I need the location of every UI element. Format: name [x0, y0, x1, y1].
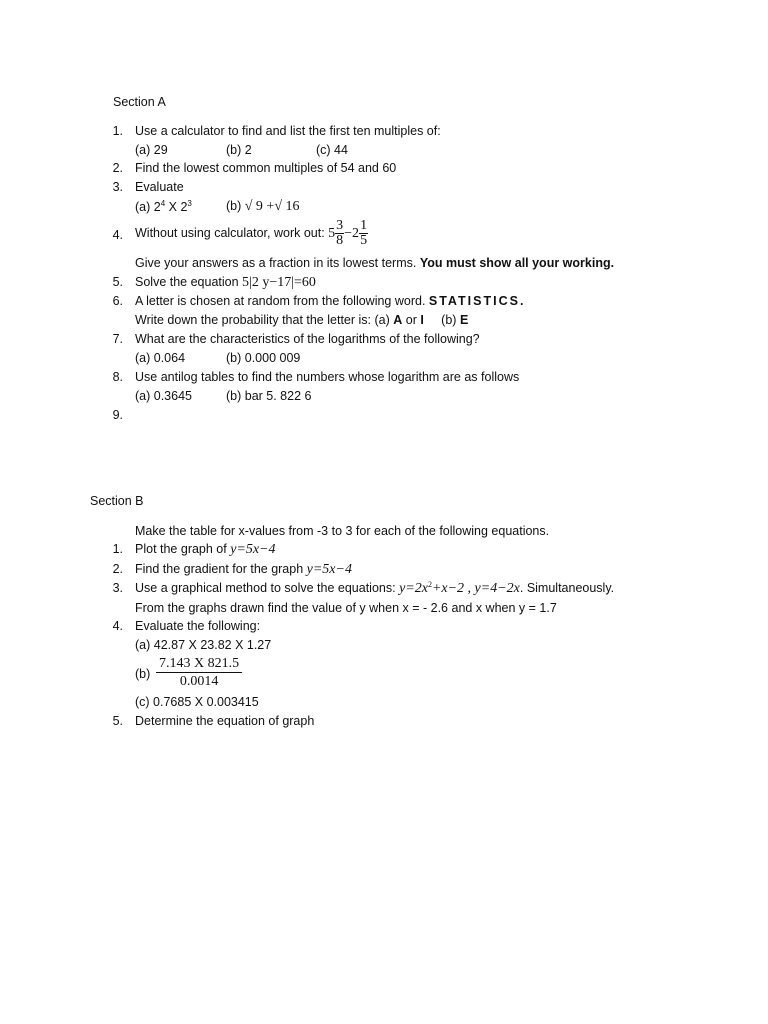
question-5-text: Solve the equation 5|2 y−17|=60 — [135, 275, 316, 290]
question-number: 3. — [112, 581, 123, 595]
b-question-3-text: Use a graphical method to solve the equations: $y=2x^2+x-2$ , y=4−2x. Simultaneously. — [135, 580, 615, 596]
b-q3-line-2: From the graphs drawn find the value of y when x = - 2.6 and x when y = 1.7 — [135, 601, 557, 615]
question-4-text: Without using calculator, work out: 5 $\frac{3}{8}$ −2 $\frac{1}{5}$ — [135, 218, 368, 249]
section-b-intro: Make the table for x-values from -3 to 3 for each of the following equations. — [135, 524, 550, 538]
b-q4-option-c: (c) 0.7685 X 0.003415 — [135, 695, 259, 709]
b-q4-option-b-fraction: $\frac{7.143 X 821.5}{0.0014}$ — [156, 655, 242, 690]
q1-option-b: (b) 2 — [226, 143, 252, 157]
question-number: 2. — [112, 562, 123, 576]
question-number: 2. — [112, 161, 123, 175]
b-q4-option-b-label: (b) — [135, 667, 151, 681]
question-6-text: A letter is chosen at random from the following word. STATISTICS. — [135, 294, 526, 308]
question-2-text: Find the lowest common multiples of 54 and 60 — [135, 161, 397, 175]
question-number: 3. — [112, 180, 123, 194]
b-question-2-text: Find the gradient for the graph y=5x−4 — [135, 562, 352, 577]
fraction-three-eighths: $\frac{3}{8}$ — [336, 218, 344, 249]
question-number: 8. — [112, 370, 123, 384]
b-question-5-text: Determine the equation of graph — [135, 714, 315, 728]
question-number: 5. — [112, 275, 123, 289]
q7-option-a: (a) 0.064 — [135, 351, 186, 365]
q4-instruction: Give your answers as a fraction in its lowest terms. You must show all your working. — [135, 256, 615, 270]
section-a-heading: Section A — [113, 95, 166, 109]
b-question-1-text: Plot the graph of y=5x−4 — [135, 542, 276, 557]
section-b-heading: Section B — [90, 494, 144, 508]
fraction-one-fifth: $\frac{1}{5}$ — [360, 218, 368, 249]
question-number: 4. — [112, 228, 123, 242]
question-number: 6. — [112, 294, 123, 308]
question-8-text: Use antilog tables to find the numbers whose logarithm are as follows — [135, 370, 520, 384]
q1-option-c: (c) 44 — [316, 143, 348, 157]
question-number: 9. — [112, 408, 123, 422]
question-number: 4. — [112, 619, 123, 633]
question-number: 1. — [112, 542, 123, 556]
q7-option-b: (b) 0.000 009 — [226, 351, 301, 365]
question-7-text: What are the characteristics of the logarithms of the following? — [135, 332, 480, 346]
question-number: 1. — [112, 124, 123, 138]
q1-option-a: (a) 29 — [135, 143, 168, 157]
q8-option-b: (b) bar 5. 822 6 — [226, 389, 312, 403]
question-number: 5. — [112, 714, 123, 728]
question-number: 7. — [112, 332, 123, 346]
q6-line-2: Write down the probability that the letter is: (a) A or I (b) E — [135, 313, 469, 327]
b-question-4-text: Evaluate the following: — [135, 619, 261, 633]
q3-option-b: (b) √ 9 +√ 16 — [226, 199, 300, 214]
q8-option-a: (a) 0.3645 — [135, 389, 192, 403]
q3-option-a: (a) $2^4$ X $2^3$ — [135, 199, 192, 214]
question-3-text: Evaluate — [135, 180, 184, 194]
question-1-text: Use a calculator to find and list the first ten multiples of: — [135, 124, 441, 138]
b-q4-option-a: (a) 42.87 X 23.82 X 1.27 — [135, 638, 272, 652]
